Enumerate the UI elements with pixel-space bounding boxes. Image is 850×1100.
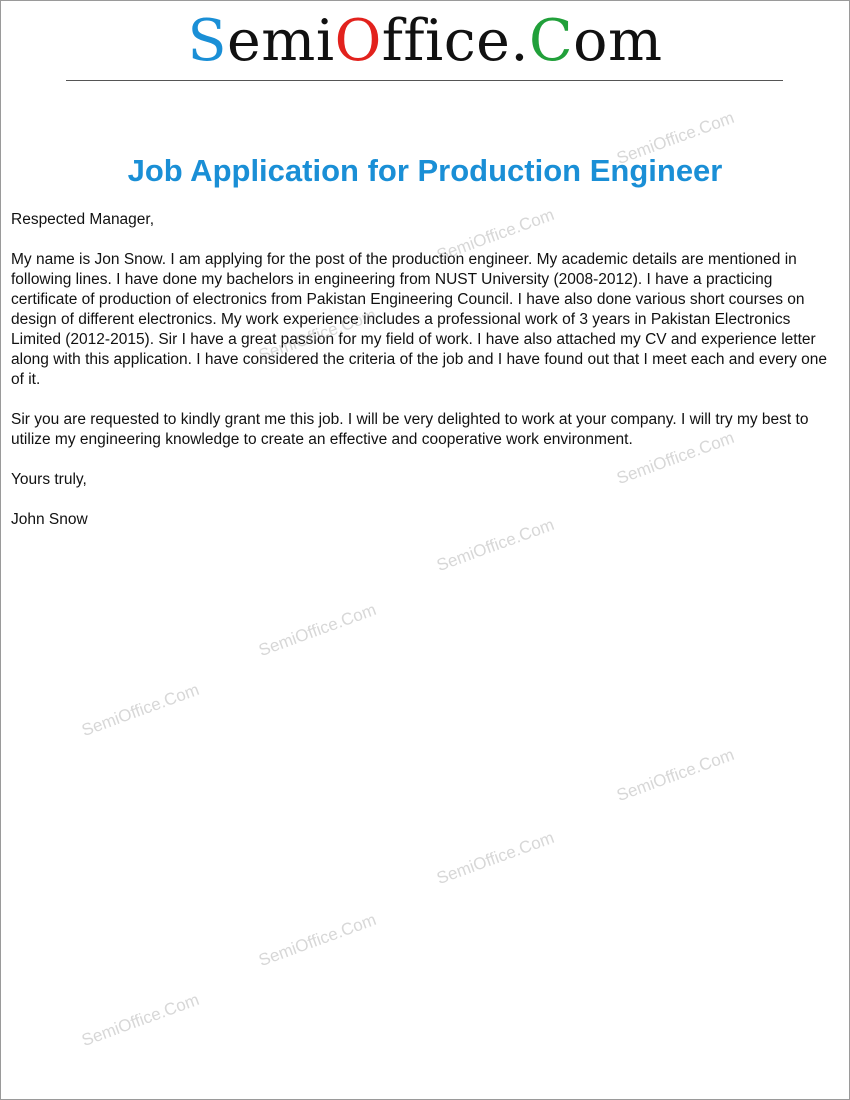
watermark: SemiOffice.Com <box>434 204 557 266</box>
semioffice-logo <box>1 7 849 75</box>
watermark: SemiOffice.Com <box>614 107 737 169</box>
signature: John Snow <box>11 511 88 528</box>
logo-text-om: om <box>573 8 663 74</box>
closing: Yours truly, <box>11 471 87 488</box>
watermark: SemiOffice.Com <box>434 514 557 576</box>
logo-letter-o: O <box>334 8 382 74</box>
salutation: Respected Manager, <box>11 211 155 228</box>
letter-body <box>11 210 841 550</box>
logo-text-emi: emi <box>227 8 335 74</box>
watermark: SemiOffice.Com <box>79 679 202 741</box>
logo-letter-s: S <box>187 8 228 74</box>
paragraph-2: Sir you are requested to kindly grant me this job. I will be very delighted to work at your company. I will try my best to utilize my engineering knowledge to create an effective and cooperative work environment. <box>11 411 809 448</box>
logo-letter-c: C <box>529 8 574 74</box>
logo-text-ffice: ffice. <box>381 8 529 74</box>
watermark: SemiOffice.Com <box>256 599 379 661</box>
watermark: SemiOffice.Com <box>614 427 737 489</box>
watermark: SemiOffice.Com <box>256 909 379 971</box>
paragraph-1: My name is Jon Snow. I am applying for the post of the production engineer. My academic details are mentioned in following lines. I have done my bachelors in engineering from NUST University (2008-2012). I have a practicing certificate of production of electronics from Pakistan Engineering Council. I have also done various short courses on design of different electronics. My work experience includes a professional work of 3 years in Pakistan Electronics Limited (2012-2015). Sir I have a great passion for my field of work. I have also attached my CV and experience letter along with this application. I have considered the criteria of the job and I have found out that I meet each and every one of it. <box>11 251 827 388</box>
logo-divider <box>66 80 783 81</box>
watermark: SemiOffice.Com <box>256 304 379 366</box>
watermark: SemiOffice.Com <box>79 989 202 1051</box>
watermark: SemiOffice.Com <box>614 744 737 806</box>
watermark: SemiOffice.Com <box>434 827 557 889</box>
page-title: Job Application for Production Engineer <box>127 153 723 188</box>
